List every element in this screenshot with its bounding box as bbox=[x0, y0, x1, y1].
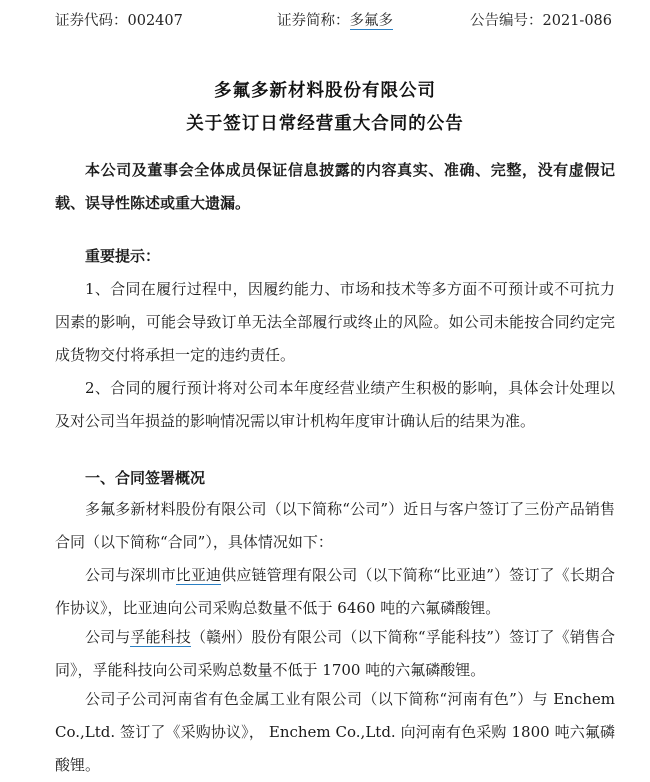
stock-abbreviation bbox=[277, 8, 393, 34]
stock-name-link[interactable]: 多氟多 bbox=[349, 13, 393, 29]
page-header bbox=[55, 8, 612, 34]
contract-1-prefix: 公司与深圳市 bbox=[85, 566, 176, 584]
contract-1-paragraph bbox=[55, 559, 615, 625]
contract-1-suffix: 供应链管理有限公司（以下简称“比亚迪”）签订了《长期合作协议》，比亚迪向公司采购总数量不低于 6460 吨的六氟磷酸锂。 bbox=[55, 566, 615, 617]
contract-2-suffix: （赣州）股份有限公司（以下简称“孚能科技”）签订了《销售合同》，孚能科技向公司采购总数量不低于 1700 吨的六氟磷酸锂。 bbox=[55, 628, 615, 679]
declaration-paragraph: 本公司及董事会全体成员保证信息披露的内容真实、准确、完整，没有虚假记载、误导性陈述或重大遗漏。 bbox=[55, 161, 615, 212]
notice-item-1: 1、合同在履行过程中，因履约能力、市场和技术等多方面不可预计或不可抗力因素的影响，可能会导致订单无法全部履行或终止的风险。如公司未能按合同约定完成货物交付将承担一定的违约责任。 bbox=[55, 280, 615, 364]
announcement-title: 关于签订日常经营重大合同的公告 bbox=[186, 114, 464, 134]
notice-heading: 重要提示： bbox=[85, 247, 161, 265]
farasis-link[interactable]: 孚能科技 bbox=[130, 628, 191, 646]
contract-3-paragraph: 公司子公司河南省有色金属工业有限公司（以下简称“河南有色”）与 Enchem Co.,Ltd. 签订了《采购协议》， Enchem Co.,Ltd. 向河南有色采购 1800 吨六氟磷酸锂。 bbox=[55, 690, 615, 774]
notice-item-2: 2、合同的履行预计将对公司本年度经营业绩产生积极的影响，具体会计处理以及对公司当年损益的影响情况需以审计机构年度审计确认后的结果为准。 bbox=[55, 379, 615, 430]
stock-code: 证券代码：002407 bbox=[55, 13, 183, 29]
section-1-intro: 多氟多新材料股份有限公司（以下简称“公司”）近日与客户签订了三份产品销售合同（以下简称“合同”），具体情况如下： bbox=[55, 500, 615, 551]
section-1-heading: 一、合同签署概况 bbox=[85, 469, 206, 487]
company-title: 多氟多新材料股份有限公司 bbox=[214, 81, 436, 101]
contract-2-prefix: 公司与 bbox=[85, 628, 131, 646]
stock-abbreviation-label: 证券简称： bbox=[277, 13, 350, 29]
byd-link[interactable]: 比亚迪 bbox=[175, 566, 222, 584]
announcement-number: 公告编号：2021-086 bbox=[470, 13, 612, 29]
contract-2-paragraph bbox=[55, 621, 615, 687]
